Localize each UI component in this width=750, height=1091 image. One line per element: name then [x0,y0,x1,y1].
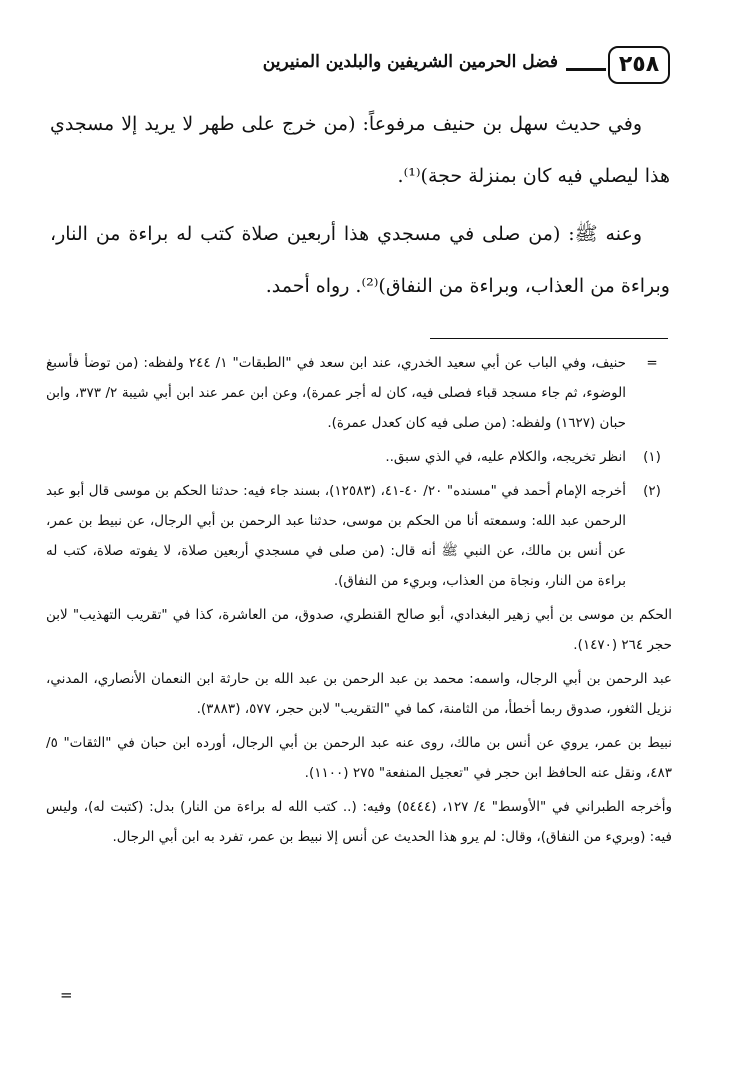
footnote-continuation [46,348,672,438]
header-rule [566,68,606,71]
footnotes [46,348,672,856]
footnote-text: حنيف، وفي الباب عن أبي سعيد الخدري، عند ابن سعد في "الطبقات" ١/ ٢٤٤ ولفظه: (من توضأ فأسبغ الوضوء، ثم جاء مسجد قباء فصلى فيه، كان له أجر عمرة)، وعن ابن عمر عند ابن أبي شيبة ٢/ ٣٧٣، وابن حبان (١٦٢٧) ولفظه: (من صلى فيه كان كعدل عمرة). [46,355,627,431]
footnote-marker: (١) [643,449,661,465]
footnote-paragraph: وأخرجه الطبراني في "الأوسط" ٤/ ١٢٧، (٥٤٤٤) وفيه: (.. كتب الله له براءة من النار) بدل: (كتبت له)، وليس فيه: (وبريء من النفاق)، وقال: لم يرو هذا الحديث عن أنس إلا نبيط بن عمر، تفرد به ابن أبي الرجال. [46,799,672,845]
footnote-separator [430,338,668,339]
body-paragraph: وعنه ﷺ: (من صلى في مسجدي هذا أربعين صلاة كتب له براءة من النار، وبراءة من العذاب، وبراءة من النفاق)⁽²⁾. رواه أحمد. [50,223,670,297]
continuation-marker: = [60,986,73,1004]
body-paragraph: وفي حديث سهل بن حنيف مرفوعاً: (من خرج على طهر لا يريد إلا مسجدي هذا ليصلي فيه كان بمنزلة حجة)⁽¹⁾. [50,113,670,187]
footnote-paragraph: عبد الرحمن بن أبي الرجال، واسمه: محمد بن عبد الرحمن بن عبد الله بن حارثة ابن النعمان الأنصاري، المدني، نزيل الثغور، صدوق ربما أخطأ، من الثامنة، كما في "التقريب" لابن حجر، ٥٧٧، (٣٨٨٣). [46,671,672,717]
page-number: ٢٥٨ [608,46,670,84]
footnote-text: انظر تخريجه، والكلام عليه، في الذي سبق.. [385,449,626,465]
main-text [50,98,670,312]
footnote-2 [46,476,672,596]
page-header [30,46,670,90]
footnote-paragraph: نبيط بن عمر، يروي عن أنس بن مالك، روى عنه عبد الرحمن بن أبي الرجال، أورده ابن حبان في "الثقات" ٥/ ٤٨٣، ونقل عنه الحافظ ابن حجر في "تعجيل المنفعة" ٢٧٥ (١١٠٠). [46,735,672,781]
footnote-marker: (٢) [643,483,661,499]
footnote-marker: = [646,355,658,371]
running-title: فضل الحرمين الشريفين والبلدين المنيرين [262,52,558,72]
footnote-paragraph: الحكم بن موسى بن أبي زهير البغدادي، أبو صالح القنطري، صدوق، من العاشرة، كذا في "تقريب التهذيب" لابن حجر ٢٦٤ (١٤٧٠). [46,607,672,653]
footnote-1 [46,442,672,472]
footnote-text: أخرجه الإمام أحمد في "مسنده" ٢٠/ ٤٠-٤١، (١٢٥٨٣)، بسند جاء فيه: حدثنا الحكم بن موسى قال أبو عبد الرحمن عبد الله: وسمعته أنا من الحكم بن موسى، حدثنا عبد الرحمن بن أبي الرجال، عن نبيط بن عمر، عن أنس بن مالك، عن النبي ﷺ أنه قال: (من صلى في مسجدي أربعين صلاة، لا يفوته صلاة، كتب له براءة من النار، ونجاة من العذاب، وبريء من النفاق). [46,483,626,589]
